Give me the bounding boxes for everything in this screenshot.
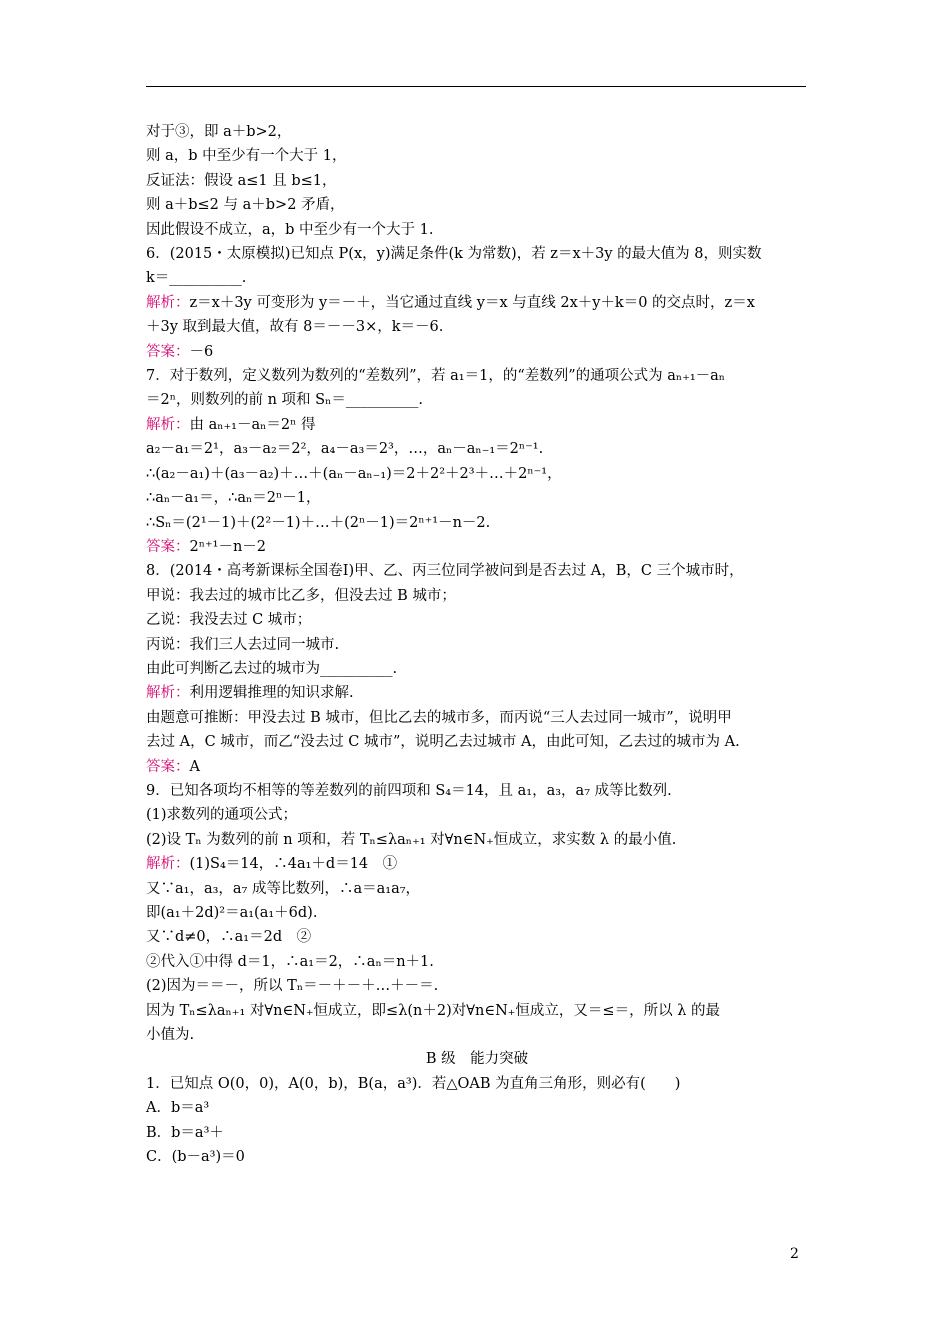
text-line [146,950,808,974]
line-text: 因为 Tₙ≤λaₙ₊₁ 对∀n∈N₊恒成立，即≤λ(n＋2)对∀n∈N₊恒成立，又＝≤＝，所以 λ 的最 [146,1002,720,1019]
line-text: －6 [189,343,214,360]
text-line [146,1096,808,1120]
line-text: (1)求数列的通项公式； [146,807,298,824]
line-text: A [189,758,200,775]
text-line [146,315,808,339]
header-rule [146,86,806,87]
line-text: 6．(2015・太原模拟)已知点 P(x，y)满足条件(k 为常数)，若 z＝x＋3y 的最大值为 8，则实数 [146,246,762,263]
line-text: ＋3y 取到最大值，故有 8＝－－3×，k＝－6. [146,319,444,336]
text-line [146,828,808,852]
line-text: ②代入①中得 d＝1，∴a₁＝2，∴aₙ＝n＋1. [146,953,434,970]
line-text: 7．对于数列，定义数列为数列的“差数列”，若 a₁＝1，的“差数列”的通项公式为 aₙ₊₁－aₙ [146,368,726,385]
text-line [146,633,808,657]
text-line [146,608,808,632]
line-text: 因此假设不成立，a，b 中至少有一个大于 1. [146,221,434,238]
line-text: 小值为. [146,1027,195,1044]
line-text: 由题意可推断：甲没去过 B 城市，但比乙去的城市多，而丙说“三人去过同一城市”，说明甲 [146,709,732,726]
text-line [146,681,808,705]
text-line [146,657,808,681]
answer-label: 答案： [146,538,190,555]
text-line [146,388,808,412]
answer-label: 解析： [146,685,190,702]
text-line [146,413,808,437]
line-text: B 级 能力突破 [425,1051,529,1068]
text-line [146,999,808,1023]
line-text: 2ⁿ⁺¹－n－2 [189,538,267,555]
text-line [146,901,808,925]
text-line [146,803,808,827]
text-line [146,1121,808,1145]
answer-label: 答案： [146,343,190,360]
text-line [146,779,808,803]
text-line [146,584,808,608]
text-line [146,974,808,998]
text-line [146,242,808,266]
line-text: ＝2ⁿ，则数列的前 n 项和 Sₙ＝__________. [146,392,423,409]
text-line [146,144,808,168]
line-text: 丙说：我们三人去过同一城市. [146,636,340,653]
line-text: 9．已知各项均不相等的等差数列的前四项和 S₄＝14，且 a₁，a₃，a₇ 成等比数列. [146,782,672,799]
text-line [146,193,808,217]
line-text: 甲说：我去过的城市比乙多，但没去过 B 城市； [146,587,456,604]
line-text: 利用逻辑推理的知识求解. [189,685,354,702]
text-line [146,291,808,315]
line-text: 对于③，即 a＋b>2， [146,124,292,140]
line-text: 又∵d≠0，∴a₁＝2d ② [146,929,312,946]
text-line [146,266,808,290]
line-text: 反证法：假设 a≤1 且 b≤1， [146,172,337,189]
line-text: 去过 A，C 城市，而乙“没去过 C 城市”，说明乙去过城市 A，由此可知，乙去过的城市为 A. [146,734,740,751]
line-text: C．(b－a³)＝0 [146,1149,245,1166]
document-body [146,120,808,1169]
text-line [146,755,808,779]
line-text: 由此可判断乙去过的城市为__________. [146,660,398,677]
text-line [146,218,808,242]
text-line [146,1047,808,1071]
line-text: 8．(2014・高考新课标全国卷Ⅰ)甲、乙、丙三位同学被问到是否去过 A，B，C 三个城市时， [146,563,744,580]
line-text: 又∵a₁，a₃，a₇ 成等比数列，∴a＝a₁a₇， [146,880,421,897]
line-text: ∴(a₂－a₁)＋(a₃－a₂)＋…＋(aₙ－aₙ₋₁)＝2＋2²＋2³＋…＋2ⁿ⁻¹， [146,465,562,482]
line-text: (2)因为＝＝－，所以 Tₙ＝－＋－＋…＋－＝. [146,978,439,995]
line-text: z＝x＋3y 可变形为 y＝－＋，当它通过直线 y＝x 与直线 2x＋y＋k＝0 的交点时，z＝x [189,294,755,311]
answer-label: 解析： [146,416,190,433]
line-text: 即(a₁＋2d)²＝a₁(a₁＋6d). [146,905,318,921]
text-line [146,925,808,949]
text-line [146,535,808,559]
text-line [146,1145,808,1169]
text-line [146,877,808,901]
line-text: a₂－a₁＝2¹，a₃－a₂＝2²，a₄－a₃＝2³，…，aₙ－aₙ₋₁＝2ⁿ⁻¹. [146,441,544,458]
line-text: ∴Sₙ＝(2¹－1)＋(2²－1)＋…＋(2ⁿ－1)＝2ⁿ⁺¹－n－2. [146,514,491,531]
line-text: 则 a＋b≤2 与 a＋b>2 矛盾， [146,197,345,214]
line-text: k＝__________. [146,270,247,287]
text-line [146,120,808,144]
text-line [146,486,808,510]
line-text: (1)S₄＝14，∴4a₁＋d＝14 ① [189,856,398,873]
line-text: ∴aₙ－a₁＝，∴aₙ＝2ⁿ－1， [146,490,321,507]
line-text: 乙说：我没去过 C 城市； [146,612,312,629]
page-number: 2 [790,1246,799,1262]
line-text: 1．已知点 O(0，0)，A(0，b)，B(a，a³)．若△OAB 为直角三角形，则必有( ) [146,1075,681,1092]
line-text: 由 aₙ₊₁－aₙ＝2ⁿ 得 [189,416,316,433]
line-text: (2)设 Tₙ 为数列的前 n 项和，若 Tₙ≤λaₙ₊₁ 对∀n∈N₊恒成立，求实数 λ 的最小值. [146,831,677,848]
text-line [146,852,808,876]
text-line [146,169,808,193]
answer-label: 答案： [146,758,190,775]
text-line [146,1072,808,1096]
answer-label: 解析： [146,294,190,311]
line-text: B．b＝a³＋ [146,1124,224,1141]
text-line [146,730,808,754]
text-line [146,1023,808,1047]
text-line [146,706,808,730]
line-text: A．b＝a³ [146,1100,210,1117]
text-line [146,437,808,461]
text-line [146,364,808,388]
answer-label: 解析： [146,856,190,873]
line-text: 则 a，b 中至少有一个大于 1， [146,148,347,165]
text-line [146,340,808,364]
text-line [146,511,808,535]
text-line [146,559,808,583]
text-line [146,462,808,486]
